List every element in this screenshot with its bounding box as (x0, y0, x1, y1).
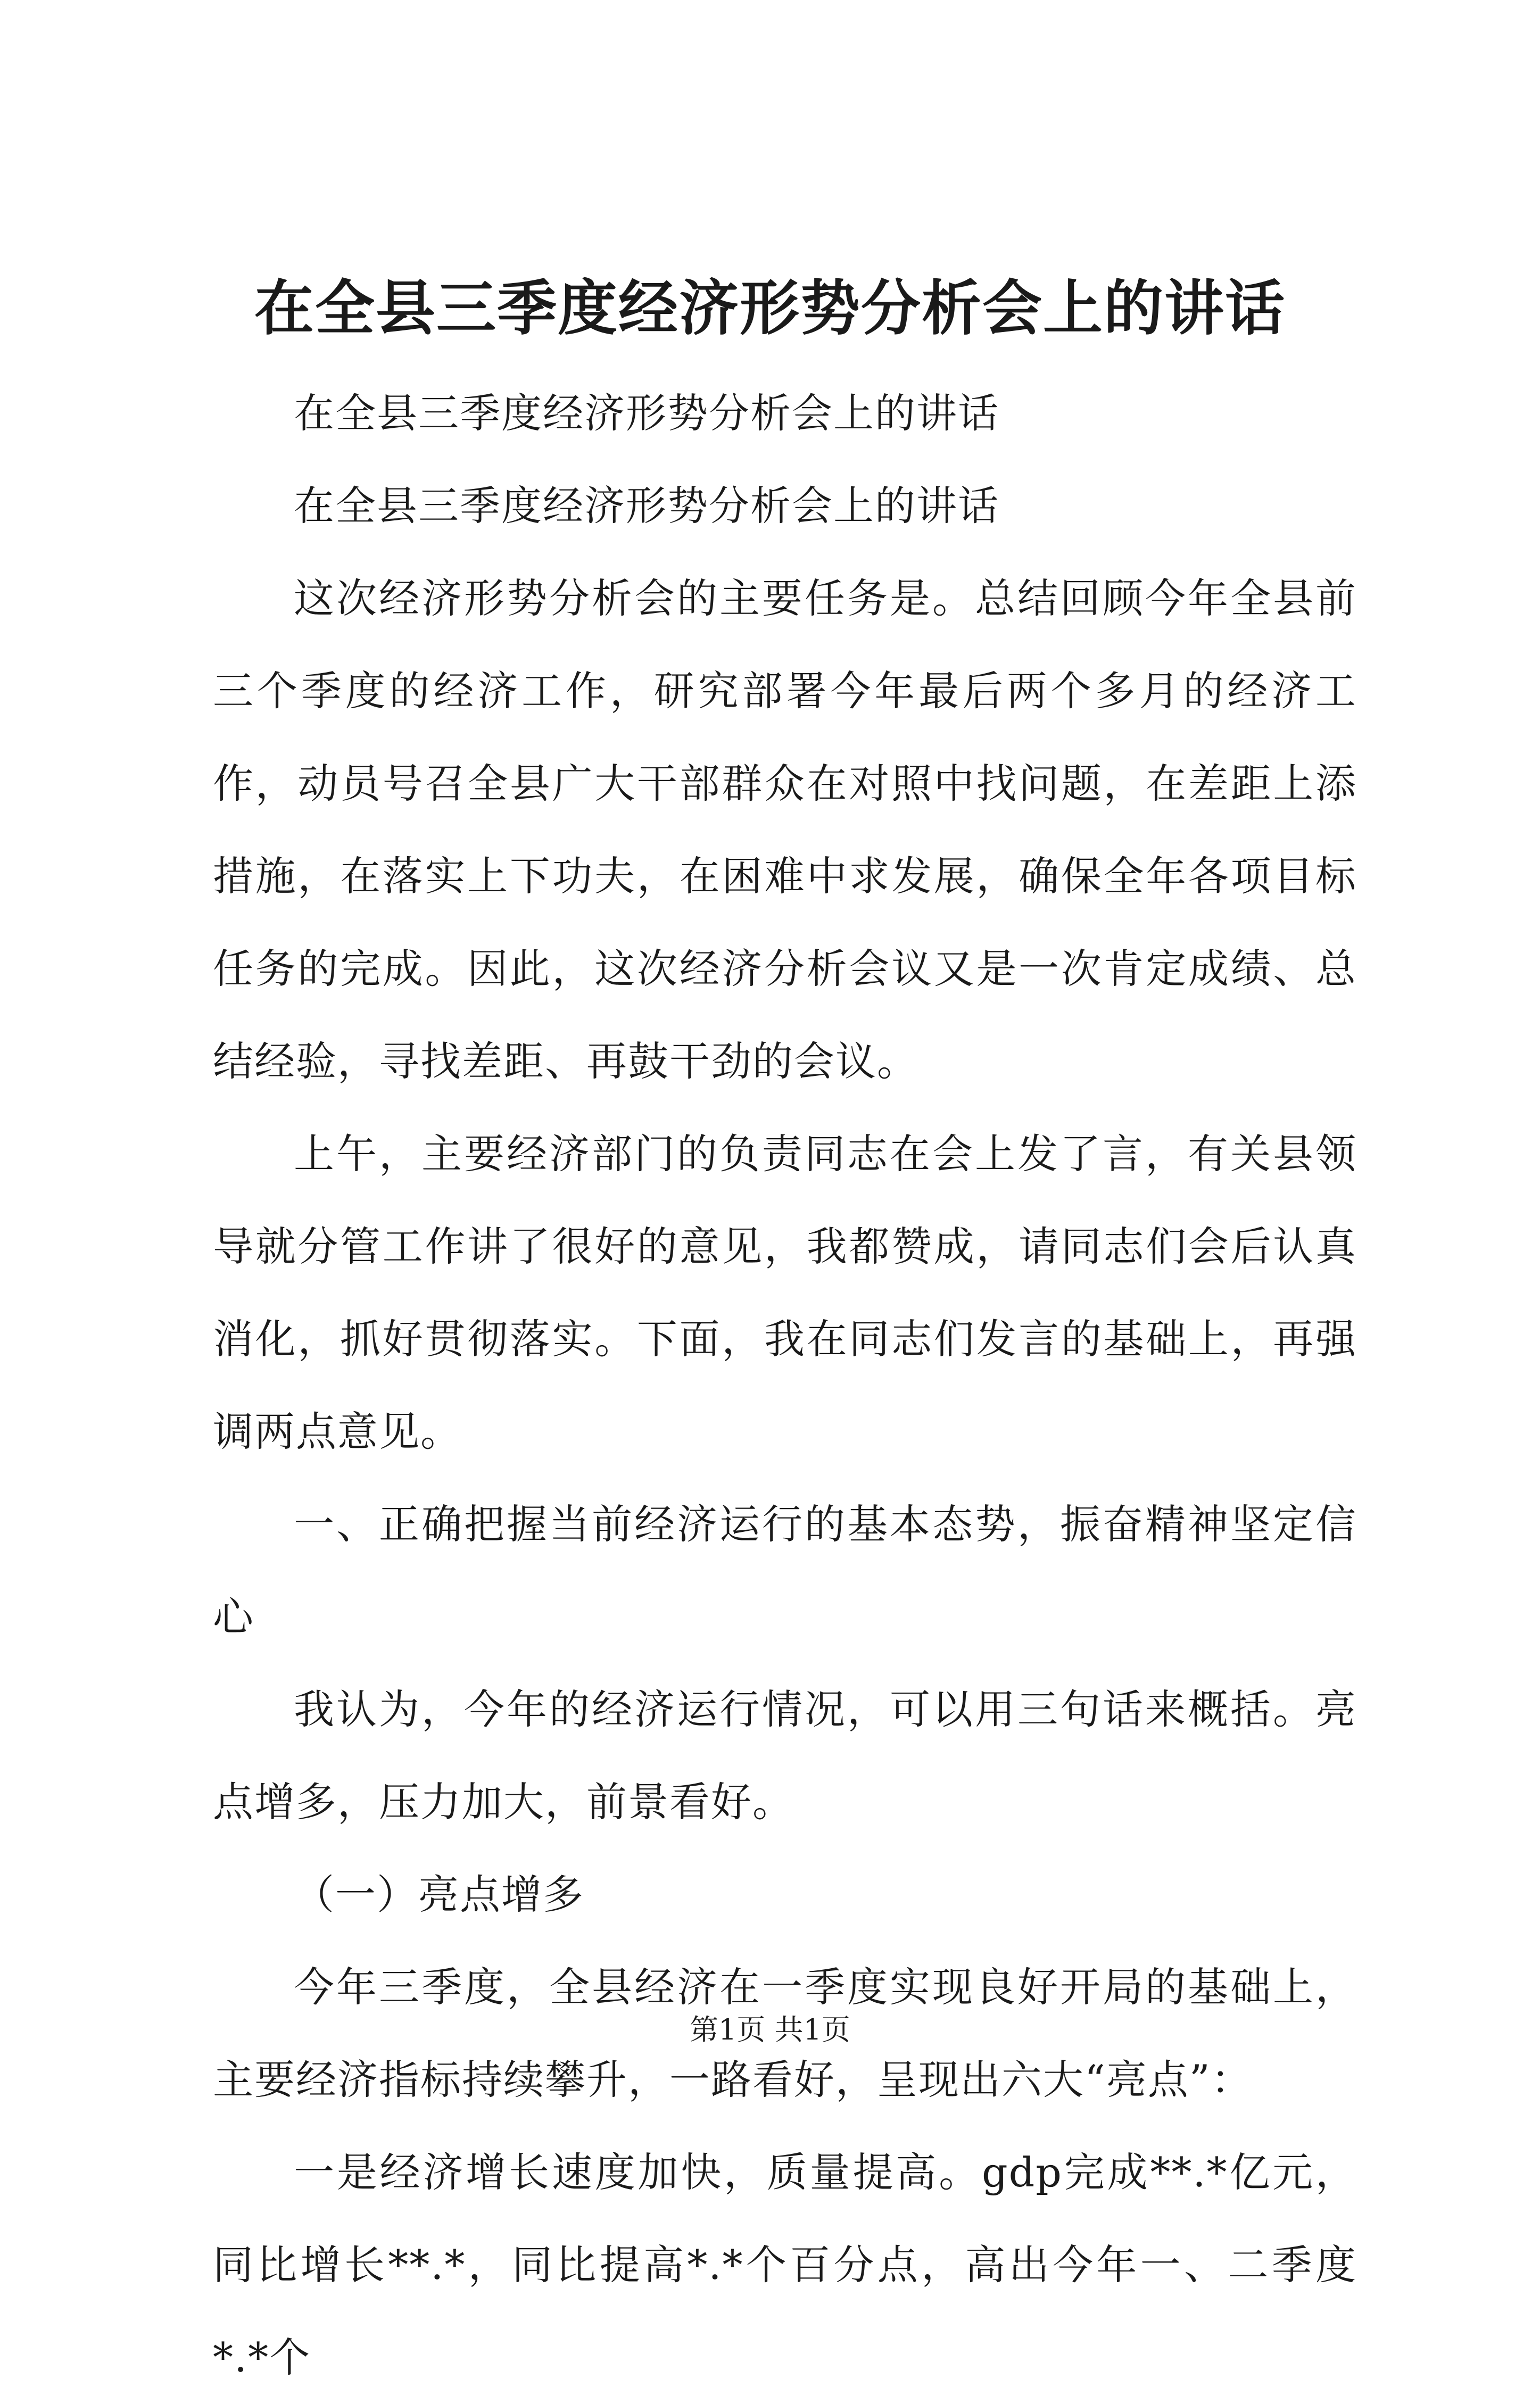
paragraph: 上午，主要经济部门的负责同志在会上发了言，有关县领导就分管工作讲了很好的意见，我都赞成，请同志们会后认真消化，抓好贯彻落实。下面，我在同志们发言的基础上，再强调两点意见。 (213, 1130, 1357, 1455)
paragraph: 在全县三季度经济形势分析会上的讲话 (294, 482, 999, 529)
document-title: 在全县三季度经济形势分析会上的讲话 (254, 273, 1286, 343)
paragraph: 这次经济形势分析会的主要任务是。总结回顾今年全县前三个季度的经济工作，研究部署今年最后两个多月的经济工作，动员号召全县广大干部群众在对照中找问题，在差距上添措施，在落实上下功夫，在困难中求发展，确保全年各项目标任务的完成。因此，这次经济分析会议又是一次肯定成绩、总结经验，寻找差距、再鼓干劲的会议。 (213, 575, 1357, 1085)
paragraph: 今年三季度，全县经济在一季度实现良好开局的基础上，主要经济指标持续攀升，一路看好，呈现出六大“亮点”： (213, 1963, 1357, 2103)
page-footer: 第1页 共1页 (690, 2013, 850, 2046)
subsection-heading: （一）亮点增多 (294, 1871, 584, 1918)
paragraph: 我认为，今年的经济运行情况，可以用三句话来概括。亮点增多，压力加大，前景看好。 (213, 1686, 1357, 1826)
paragraph: 一是经济增长速度加快，质量提高。gdp完成**.*亿元，同比增长**.*，同比提高*.*个百分点，高出今年一、二季度*.*个 (213, 2149, 1357, 2381)
paragraph: 在全县三季度经济形势分析会上的讲话 (294, 389, 999, 437)
section-heading: 一、正确把握当前经济运行的基本态势，振奋精神坚定信心 (213, 1501, 1357, 1640)
document-body (213, 367, 1357, 2404)
